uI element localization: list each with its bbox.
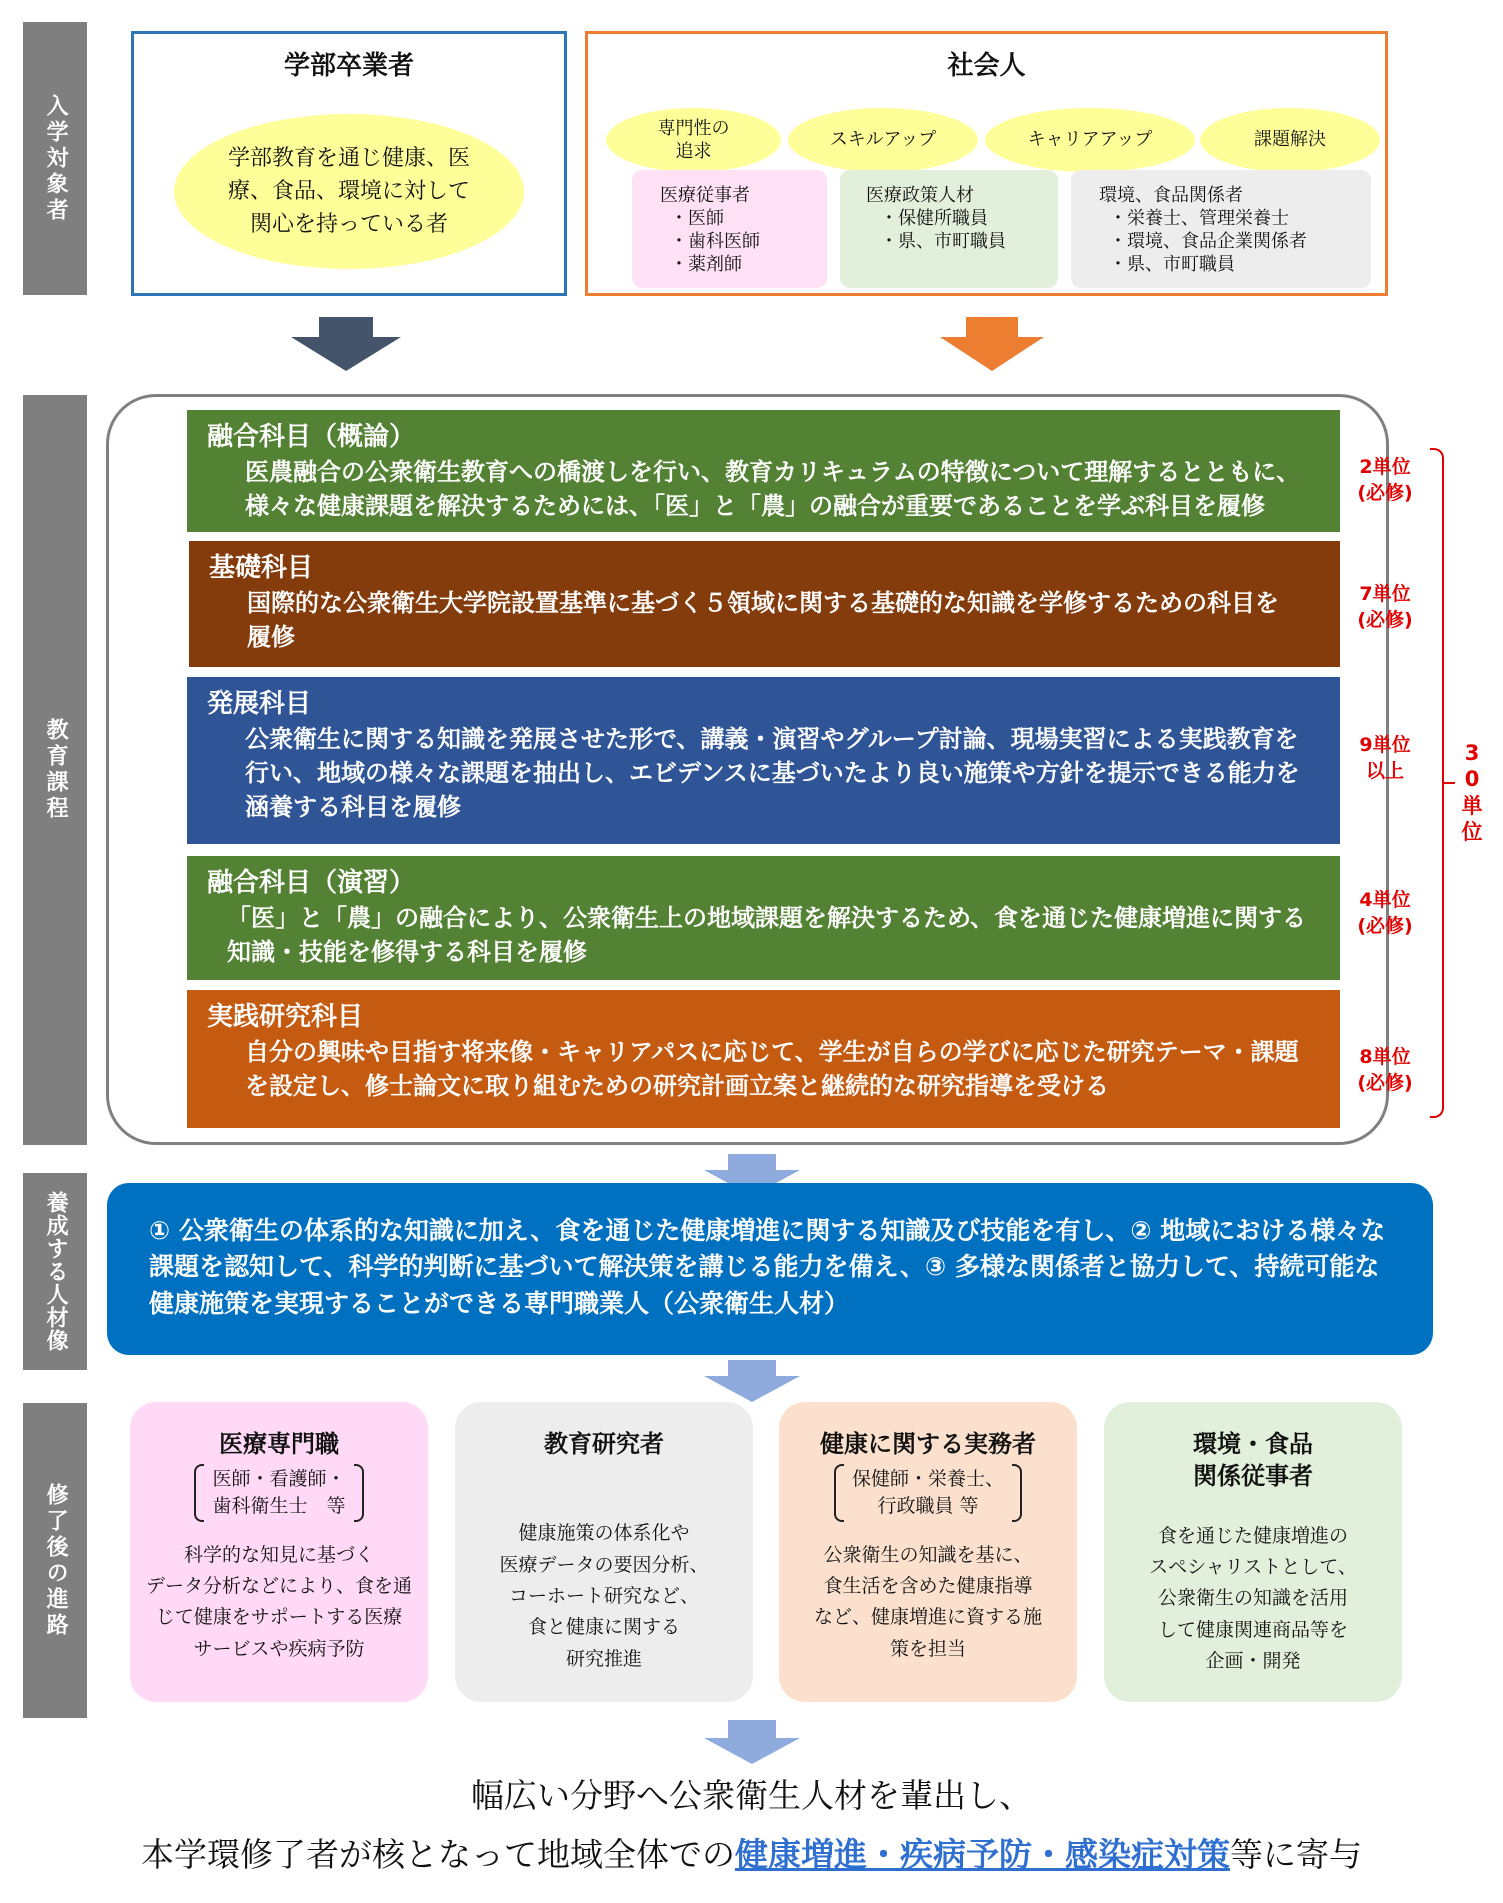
- course-title: 基礎科目: [209, 553, 314, 583]
- career-heading: 教育研究者: [544, 1430, 664, 1458]
- motive-oval: [985, 108, 1195, 172]
- sidebar-curriculum: 教育課程: [23, 395, 87, 1145]
- credit-label: [1345, 455, 1425, 506]
- footer-line2-post: 等に寄与: [1230, 1834, 1362, 1874]
- career-body: サービスや疾病予防: [193, 1637, 365, 1660]
- total-credit: 30単位: [1461, 741, 1483, 844]
- motive-oval: [788, 108, 978, 172]
- career-body: 医療データの要因分析、: [499, 1553, 709, 1576]
- graduates-title: 学部卒業者: [283, 50, 414, 81]
- sidebar-admission: 入学対象者: [23, 22, 87, 295]
- career-body: 研究推進: [565, 1647, 642, 1670]
- credit-value: 4単位: [1359, 889, 1411, 911]
- course-title: 融合科目（概論）: [207, 422, 416, 452]
- career-body: データ分析などにより、食を通: [145, 1574, 412, 1597]
- group-item: ・保健所職員: [880, 208, 988, 230]
- group-item: ・県、市町職員: [880, 231, 1006, 253]
- motive-label: 課題解決: [1254, 129, 1326, 151]
- credit-note: 以上: [1365, 759, 1404, 782]
- career-body: 食と健康に関する: [527, 1616, 680, 1639]
- career-body: じて健康をサポートする医療: [155, 1606, 403, 1629]
- footer-line2-pre: 本学環修了者が核となって地域全体での: [141, 1834, 735, 1874]
- course-basic: [189, 541, 1340, 667]
- total-brace: [1430, 448, 1444, 1118]
- motive-oval: [606, 108, 781, 172]
- credit-label: [1345, 888, 1425, 939]
- career-body: して健康関連商品等を: [1157, 1618, 1348, 1641]
- career-sub: 保健師・栄養士、: [851, 1468, 1004, 1491]
- career-body: 策を担当: [889, 1637, 966, 1660]
- working-title: 社会人: [947, 50, 1026, 81]
- group-medical: [632, 170, 827, 288]
- course-title: 実践研究科目: [207, 1002, 364, 1032]
- sidebar-profile: 養成する人材像: [23, 1173, 87, 1370]
- course-desc: 自分の興味や目指す将来像・キャリアパスに応じて、学生が自らの学びに応じた研究テーマ・課題を設定し、修士論文に取り組むための研究計画立案と継続的な研究指導を受ける: [245, 1038, 1299, 1101]
- total-brace-tip: [1443, 782, 1455, 784]
- footer-line2: [0, 1825, 1503, 1879]
- career-sub: 歯科衛生士 等: [212, 1494, 346, 1517]
- credit-label: [1345, 582, 1425, 633]
- footer-line2-emphasis: 健康増進・疾病予防・感染症対策: [735, 1834, 1230, 1874]
- credit-value: 2単位: [1359, 456, 1411, 478]
- career-heading: 環境・食品 関係従事者: [1193, 1430, 1313, 1491]
- footer-line1: 幅広い分野へ公衆衛生人材を輩出し、: [471, 1775, 1032, 1815]
- credit-value: 7単位: [1359, 583, 1411, 605]
- graduates-oval-text: 学部教育を通じ健康、医療、食品、環境に対して関心を持っている者: [227, 146, 470, 237]
- arrow-down-dark: [291, 317, 401, 371]
- profile-box: [107, 1183, 1433, 1355]
- career-body: 食生活を含めた健康指導: [823, 1574, 1033, 1597]
- course-fusion-practice: [187, 856, 1340, 980]
- motive-label: スキルアップ: [829, 129, 937, 151]
- credit-label: [1345, 733, 1425, 784]
- group-heading: 環境、食品関係者: [1099, 185, 1243, 206]
- credit-value: 9単位: [1359, 734, 1411, 756]
- career-body: スペシャリストとして、: [1149, 1556, 1357, 1579]
- career-body: 企画・開発: [1205, 1650, 1301, 1673]
- career-sub: 医師・看護師・: [212, 1468, 346, 1491]
- profile-text: ① 公衆衛生の体系的な知識に加え、食を通じた健康増進に関する知識及び技能を有し、② 地域における様々な課題を認知して、科学的判断に基づいて解決策を講じる能力を備え、③ 多様な関係者と協力して、持続可能な健康施策を実現することができる専門職業人（公衆衛生人材）: [149, 1216, 1386, 1318]
- career-body: 食を通じた健康増進の: [1157, 1524, 1348, 1547]
- course-desc: 国際的な公衆衛生大学院設置基準に基づく５領域に関する基礎的な知識を学修するための科目を履修: [247, 589, 1279, 652]
- career-practitioner: [779, 1402, 1077, 1702]
- credit-note: (必修): [1357, 608, 1413, 631]
- career-body: 公衆衛生の知識を活用: [1157, 1587, 1348, 1610]
- group-environment: [1071, 170, 1371, 288]
- career-heading: 健康に関する実務者: [820, 1430, 1036, 1458]
- career-sub-bracket: [194, 1464, 363, 1521]
- arrow-down-light: [704, 1360, 800, 1402]
- course-title: 発展科目: [207, 689, 312, 719]
- career-sub-bracket: [834, 1464, 1022, 1521]
- career-body: など、健康増進に資する施: [813, 1606, 1042, 1629]
- course-research: [187, 990, 1340, 1128]
- career-heading: 医療専門職: [219, 1430, 339, 1458]
- credit-value: 8単位: [1359, 1046, 1411, 1068]
- career-body: 健康施策の体系化や: [518, 1522, 690, 1545]
- course-advanced: [187, 677, 1340, 844]
- course-title: 融合科目（演習）: [207, 868, 416, 898]
- course-desc: 医農融合の公衆衛生教育への橋渡しを行い、教育カリキュラムの特徴について理解するとともに、様々な健康課題を解決するためには、「医」と「農」の融合が重要であることを学ぶ科目を履修: [245, 458, 1301, 521]
- motive-label: 専門性の追求: [657, 117, 730, 162]
- career-body: 公衆衛生の知識を基に、: [823, 1543, 1033, 1566]
- career-body: 科学的な知見に基づく: [183, 1543, 374, 1566]
- motive-label: キャリアアップ: [1027, 129, 1153, 151]
- group-heading: 医療政策人材: [866, 185, 974, 206]
- graduates-oval: [174, 114, 524, 269]
- graduates-box: [131, 31, 567, 296]
- career-medical: [130, 1402, 428, 1702]
- motive-oval: [1200, 108, 1380, 172]
- course-desc: 「医」と「農」の融合により、公衆衛生上の地域課題を解決するため、食を通じた健康増進に関する知識・技能を修得する科目を履修: [227, 904, 1307, 967]
- credit-note: (必修): [1357, 1071, 1413, 1094]
- group-policy: [840, 170, 1058, 288]
- group-item: ・環境、食品企業関係者: [1109, 231, 1307, 253]
- credit-note: (必修): [1357, 481, 1413, 504]
- group-item: ・栄養士、管理栄養士: [1109, 208, 1289, 230]
- course-desc: 公衆衛生に関する知識を発展させた形で、講義・演習やグループ討論、現場実習による実践教育を行い、地域の様々な課題を抽出し、エビデンスに基づいたより良い施策や方針を提示できる能力を涵養する科目を履修: [245, 725, 1300, 822]
- arrow-down-orange: [940, 317, 1044, 371]
- arrow-down-light: [704, 1720, 800, 1764]
- group-item: ・歯科医師: [670, 231, 760, 253]
- credit-note: (必修): [1357, 914, 1413, 937]
- working-box: [585, 31, 1388, 296]
- course-fusion-intro: [187, 410, 1340, 532]
- sidebar-career: 修了後の進路: [23, 1403, 87, 1718]
- group-item: ・薬剤師: [670, 254, 742, 276]
- group-heading: 医療従事者: [660, 185, 750, 206]
- career-sub: 行政職員 等: [877, 1494, 979, 1517]
- career-environment-food: [1104, 1402, 1402, 1702]
- career-body: コーホート研究など、: [508, 1585, 699, 1608]
- group-item: ・県、市町職員: [1109, 254, 1235, 276]
- career-researcher: [455, 1402, 753, 1702]
- credit-label: [1345, 1045, 1425, 1096]
- group-item: ・医師: [670, 208, 724, 230]
